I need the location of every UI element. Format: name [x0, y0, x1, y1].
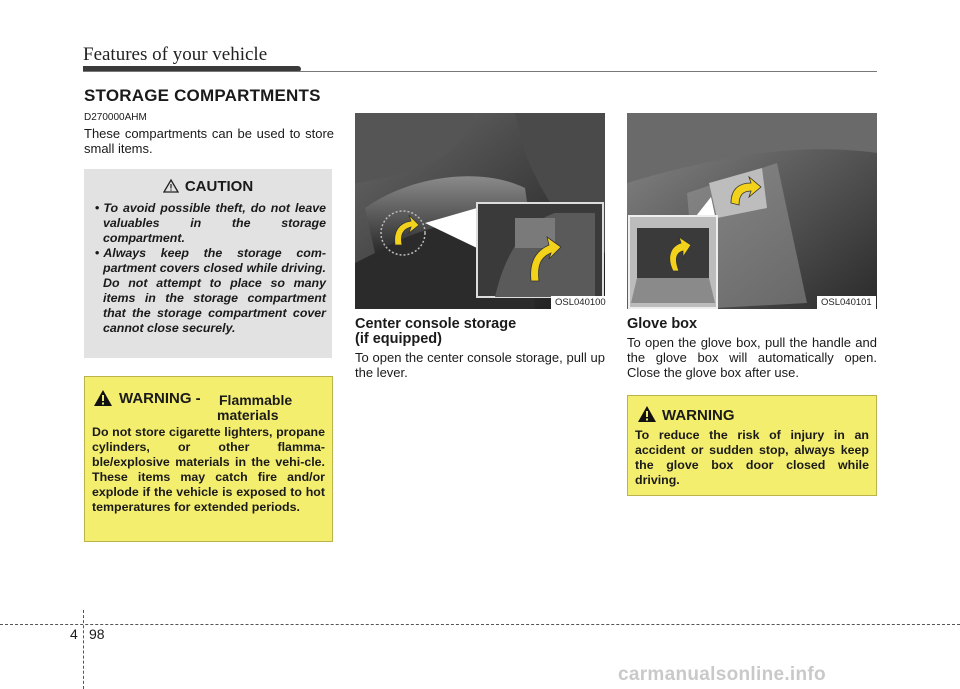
center-console-heading-2: (if equipped): [355, 331, 442, 347]
page-number: 98: [89, 626, 105, 642]
center-console-illustration: [355, 113, 605, 309]
glove-box-heading: Glove box: [627, 316, 698, 332]
center-console-photo: [355, 113, 605, 309]
section-title: STORAGE COMPARTMENTS: [84, 86, 321, 105]
caution-list: [91, 201, 326, 336]
warning-triangle-icon: [637, 405, 657, 428]
flammable-warning-box: [84, 376, 333, 542]
header-rule: [83, 71, 877, 72]
glove-box-warning-box: [627, 395, 877, 496]
center-console-body: To open the center console storage, pull up the lever.: [355, 350, 605, 380]
warning-title: WARNING -: [119, 390, 201, 407]
warning-body: Do not store cigarette lighters, propane cylinders, or other flamma-ble/explosive materials in the vehi-cle. These items may catch fire and/or explode if the vehicle is exposed to hot temperatures for extended periods.: [92, 425, 325, 514]
footer-rule: [0, 624, 960, 625]
warning-title: WARNING: [662, 407, 735, 424]
caution-box: [84, 169, 332, 358]
glove-box-illustration: [627, 113, 877, 309]
center-console-heading-1: Center console storage: [355, 316, 517, 332]
caution-triangle-icon: [163, 179, 179, 193]
warning-subtitle-2: materials: [217, 407, 279, 423]
caution-heading: [84, 178, 332, 195]
warning-triangle-icon: [93, 389, 113, 412]
chapter-number: 4: [70, 626, 78, 642]
footer-divider: [83, 610, 84, 689]
glove-box-image-code: OSL040101: [817, 296, 876, 309]
caution-item: • To avoid possible theft, do not leave valuables in the storage compartment.: [91, 201, 326, 246]
warning-body: To reduce the risk of injury in an accident or sudden stop, always keep the glove box door closed while driving.: [635, 428, 869, 487]
warning-subtitle-1: Flammable: [219, 392, 293, 408]
glove-box-photo: [627, 113, 877, 309]
center-console-image-code: OSL040100: [551, 296, 610, 309]
running-header: Features of your vehicle: [83, 44, 268, 65]
caution-item: • Always keep the storage com-partment covers closed while driving. Do not attempt to place so many items in the storage compartment that the storage compartment cover cannot close securely.: [91, 246, 326, 336]
watermark: carmanualsonline.info: [618, 664, 826, 685]
caution-title: CAUTION: [184, 178, 254, 195]
glove-box-body: To open the glove box, pull the handle and the glove box will automatically open. Close the glove box after use.: [627, 335, 877, 380]
section-code: D270000AHM: [84, 112, 147, 123]
intro-text: These compartments can be used to store small items.: [84, 126, 334, 156]
